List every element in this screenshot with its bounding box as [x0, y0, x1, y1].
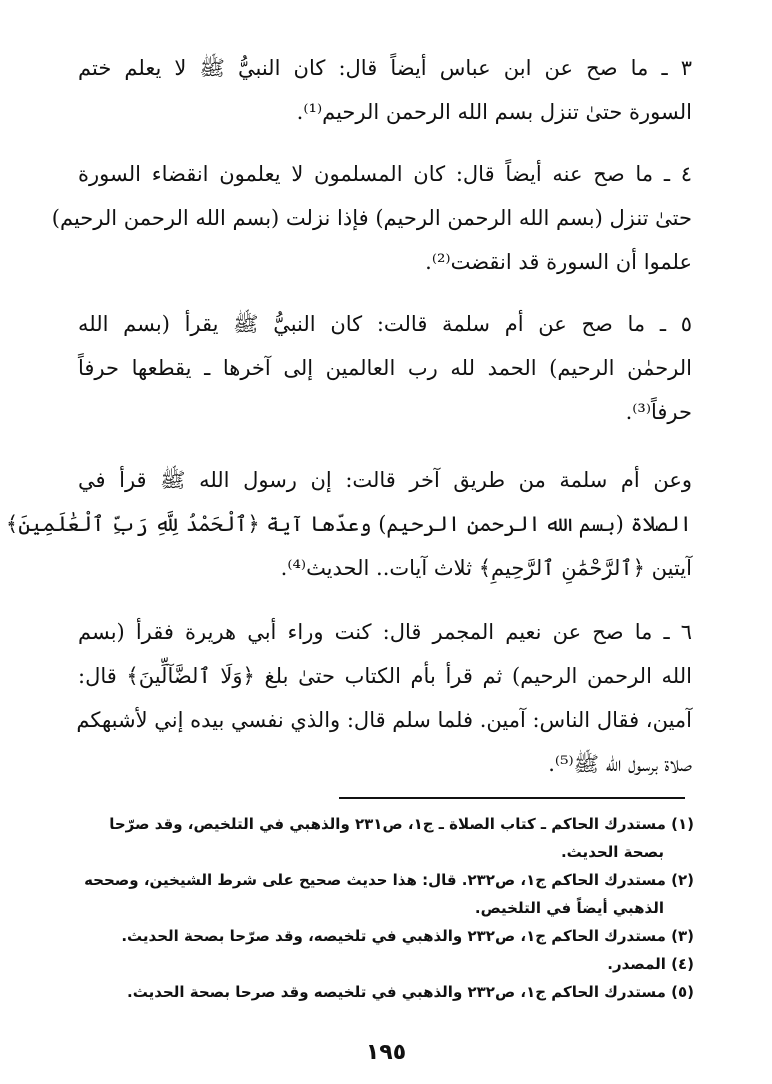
footnote-5: (٥) مستدرك الحاكم ج١، ص٢٣٢ والذهبي في تلخيصه وقد صرحا بصحة الحديث.	[127, 983, 694, 1001]
footnote-4: (٤) المصدر.	[607, 955, 694, 973]
footnotes	[70, 810, 694, 1006]
footnote-separator	[339, 797, 685, 799]
footnote-1: (١) مستدرك الحاكم ـ كتاب الصلاة ـ ج١، ص٢٣١ والذهبي في التلخيص، وقد صرّحا	[109, 815, 694, 833]
footnote-2-continued: الذهبي أيضاً في التلخيص.	[474, 899, 664, 917]
paragraph-line: وعن أم سلمة من طريق آخر قالت: إن رسول الله ﷺ قرأ في	[78, 468, 692, 492]
paragraph-line: حتىٰ تنزل (بسم الله الرحمن الرحيم) فإذا نزلت (بسم الله الرحمن الرحيم)	[51, 206, 692, 230]
paragraph-line: الله الرحمن الرحيم) ثم قرأ بأم الكتاب حتىٰ بلغ ﴿وَلَا ٱلضَّآلِّينَ﴾ قال:	[78, 664, 692, 688]
paragraph-line: الصلاة (بسم الله الرحمن الرحيم) وعدّها آية ﴿ٱلْحَمْدُ لِلَّهِ رَبِّ ٱلْعَٰلَمِينَ﴾	[5, 512, 692, 536]
footnote-1-continued: بصحة الحديث.	[560, 843, 664, 861]
paragraph-line: ٤ ـ ما صح عنه أيضاً قال: كان المسلمون لا يعلمون انقضاء السورة	[78, 162, 692, 186]
paragraph-5-b	[5, 458, 692, 590]
paragraph-line: صلاة برسول الله ﷺ⁽⁵⁾.	[548, 752, 692, 776]
paragraph-line: ٣ ـ ما صح عن ابن عباس أيضاً قال: كان النبيُّ ﷺ لا يعلم ختم	[78, 56, 692, 80]
paragraph-line: علموا أن السورة قد انقضت⁽²⁾.	[425, 250, 692, 274]
paragraph-5	[78, 302, 692, 434]
paragraph-line: حرفاً⁽³⁾.	[625, 400, 692, 424]
paragraph-line: السورة حتىٰ تنزل بسم الله الرحمن الرحيم⁽¹⁾.	[296, 100, 692, 124]
page-number: ١٩٥	[365, 1040, 407, 1065]
paragraph-3	[78, 46, 692, 134]
paragraph-4	[51, 152, 692, 284]
footnote-2: (٢) مستدرك الحاكم ج١، ص٢٣٢. قال: هذا حديث صحيح على شرط الشيخين، وصححه	[84, 871, 694, 889]
paragraph-line: ٦ ـ ما صح عن نعيم المجمر قال: كنت وراء أبي هريرة فقرأ (بسم	[78, 620, 692, 644]
paragraph-6	[78, 610, 692, 786]
paragraph-line: ٥ ـ ما صح عن أم سلمة قالت: كان النبيُّ ﷺ يقرأ (بسم الله	[78, 312, 692, 336]
paragraph-line: آيتين ﴿ٱلرَّحْمَٰنِ ٱلرَّحِيمِ﴾ ثلاث آيات.. الحديث⁽⁴⁾.	[280, 556, 692, 580]
paragraph-line: آمين، فقال الناس: آمين. فلما سلم قال: والذي نفسي بيده إني لأشبهكم	[76, 708, 692, 732]
paragraph-line: الرحمٰن الرحيم) الحمد لله رب العالمين إلى آخرها ـ يقطعها حرفاً	[78, 356, 692, 380]
footnote-3: (٣) مستدرك الحاكم ج١، ص٢٣٢ والذهبي في تلخيصه، وقد صرّحا بصحة الحديث.	[121, 927, 694, 945]
